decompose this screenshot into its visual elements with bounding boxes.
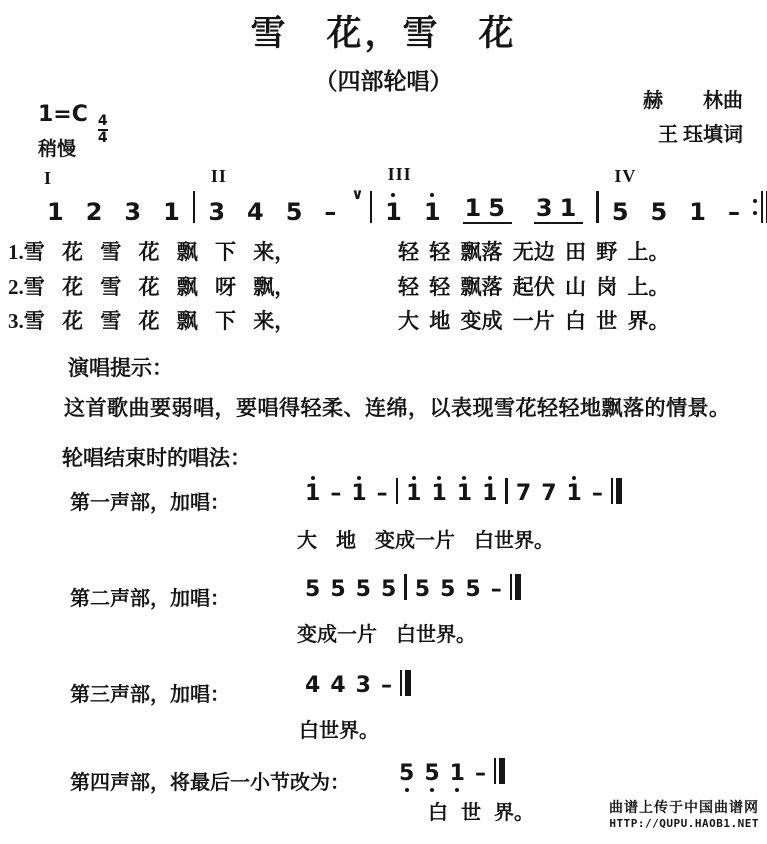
- section-notes: [36, 193, 191, 231]
- time-signature: [98, 114, 108, 145]
- note: 5: [355, 577, 371, 602]
- barline: [370, 191, 373, 223]
- note: 3: [355, 673, 371, 698]
- verse-1-right: 轻 轻 飘落 无边 田 野 上。: [398, 240, 670, 264]
- voice-part-2-lyrics: 变成一片 白世界。: [297, 624, 476, 646]
- voice-part-1-label: 第一声部，加唱：: [70, 492, 230, 514]
- barline: [404, 574, 407, 600]
- note: 5: [285, 198, 303, 226]
- section-label: I: [44, 168, 53, 188]
- note: –: [474, 761, 486, 786]
- voice-part-3-label: 第三声部，加唱：: [70, 684, 230, 706]
- note: 5: [424, 756, 439, 792]
- verse-2-right: 轻 轻 飘落 起伏 山 岗 上。: [398, 275, 670, 299]
- section-notes: [368, 189, 595, 231]
- final-barline: [510, 574, 522, 600]
- note: –: [727, 198, 740, 226]
- note: 3: [124, 198, 142, 226]
- time-signature-top: 4: [97, 113, 108, 129]
- final-barline: [611, 478, 623, 504]
- repeat-final-barline: [753, 191, 767, 223]
- note: 5: [440, 577, 456, 602]
- note: 4: [330, 673, 346, 698]
- barline: [193, 191, 196, 223]
- section-notes: [191, 185, 368, 231]
- verse-1-left: 1.雪 花 雪 花 飘 下 来，: [8, 240, 296, 264]
- note: –: [490, 577, 502, 602]
- performance-tips-body: 这首歌曲要弱唱，要唱得轻柔、连绵，以表现雪花轻轻地飘落的情景。: [64, 396, 731, 420]
- performance-tips-heading: 演唱提示：: [68, 356, 173, 380]
- note: –: [324, 198, 337, 226]
- voice-part-2-notes: [300, 572, 524, 608]
- verse-row: [0, 271, 767, 305]
- tempo-marking: 稍慢: [38, 139, 77, 160]
- note: 7: [541, 481, 557, 506]
- watermark-site-url: HTTP://QUPU.HAOB1.NET: [609, 817, 759, 830]
- note: 15: [464, 194, 512, 222]
- note: 1: [431, 476, 446, 512]
- verse-3-left: 3.雪 花 雪 花 飘 下 来，: [8, 309, 296, 333]
- note: 1: [689, 198, 706, 226]
- voice-part-2: [0, 568, 767, 660]
- score-section-III: [368, 164, 595, 231]
- voice-part-3: [0, 664, 767, 756]
- song-subtitle: （四部轮唱）: [314, 69, 453, 94]
- section-notes: [594, 191, 767, 231]
- song-title: 雪 花，雪 花: [250, 14, 517, 53]
- note: 5: [305, 577, 321, 602]
- note: 1: [424, 193, 441, 231]
- note: 1: [385, 193, 402, 231]
- note: 1: [406, 476, 421, 512]
- note: 5: [465, 577, 481, 602]
- note: 2: [85, 198, 103, 226]
- note: 5: [399, 756, 414, 792]
- note: –: [376, 481, 388, 506]
- note: 1: [47, 198, 64, 226]
- voice-part-1: [0, 472, 767, 564]
- final-barline: [494, 758, 506, 784]
- note: –: [380, 673, 392, 698]
- section-label: III: [387, 164, 412, 184]
- barline: [396, 478, 399, 504]
- voice-part-4-lyrics: 白 世 界。: [428, 802, 534, 824]
- main-melody-line: [36, 164, 767, 231]
- note: 5: [650, 198, 668, 226]
- voice-part-2-label: 第二声部，加唱：: [70, 588, 230, 610]
- verse-3-right: 大 地 变成 一片 白 世 界。: [398, 309, 670, 333]
- barline: [596, 191, 599, 223]
- round-ending-heading: 轮唱结束时的唱法：: [62, 446, 251, 470]
- voice-part-3-notes: [300, 668, 414, 704]
- voice-part-4-label: 第四声部，将最后一小节改为：: [70, 772, 350, 794]
- note: 1: [351, 476, 366, 512]
- watermark: [609, 797, 759, 830]
- key-signature-text: 1=C: [38, 102, 88, 127]
- watermark-site-name: 曲谱上传于中国曲谱网: [609, 801, 759, 816]
- note: 4: [247, 198, 264, 226]
- note: 5: [414, 577, 431, 602]
- note: 5: [380, 577, 397, 602]
- note: 1: [482, 476, 497, 512]
- note: 1: [567, 476, 582, 512]
- barline: [505, 478, 508, 504]
- breath-mark-icon: ∨: [351, 185, 364, 203]
- note: 1: [305, 476, 320, 512]
- section-label: II: [210, 166, 227, 186]
- final-barline: [400, 670, 412, 696]
- verse-row: [0, 236, 767, 270]
- voice-part-4-notes: [394, 756, 508, 792]
- score-section-I: [36, 168, 191, 231]
- time-signature-bottom: 4: [97, 130, 108, 146]
- score-section-II: [191, 166, 368, 231]
- note: 5: [330, 577, 346, 602]
- voice-part-1-lyrics: 大 地 变成一片 白世界。: [297, 530, 554, 552]
- note: 1: [457, 476, 472, 512]
- note: –: [330, 481, 342, 506]
- note: 1: [450, 756, 465, 792]
- note: –: [591, 481, 603, 506]
- score-section-IV: [594, 166, 767, 231]
- note: 5: [611, 198, 629, 226]
- note: 31: [535, 194, 584, 222]
- section-label: IV: [614, 166, 637, 186]
- composer-credit: 赫 林曲: [643, 90, 743, 112]
- voice-part-3-lyrics: 白世界。: [299, 720, 379, 742]
- lyricist-credit: 王 珏填词: [658, 124, 743, 146]
- voice-part-1-notes: [300, 476, 625, 512]
- note: 3: [208, 198, 226, 226]
- verse-2-left: 2.雪 花 雪 花 飘 呀 飘，: [8, 275, 296, 299]
- note: 4: [305, 673, 321, 698]
- note: 7: [515, 481, 532, 506]
- verse-row: [0, 305, 767, 339]
- note: 1: [163, 198, 180, 226]
